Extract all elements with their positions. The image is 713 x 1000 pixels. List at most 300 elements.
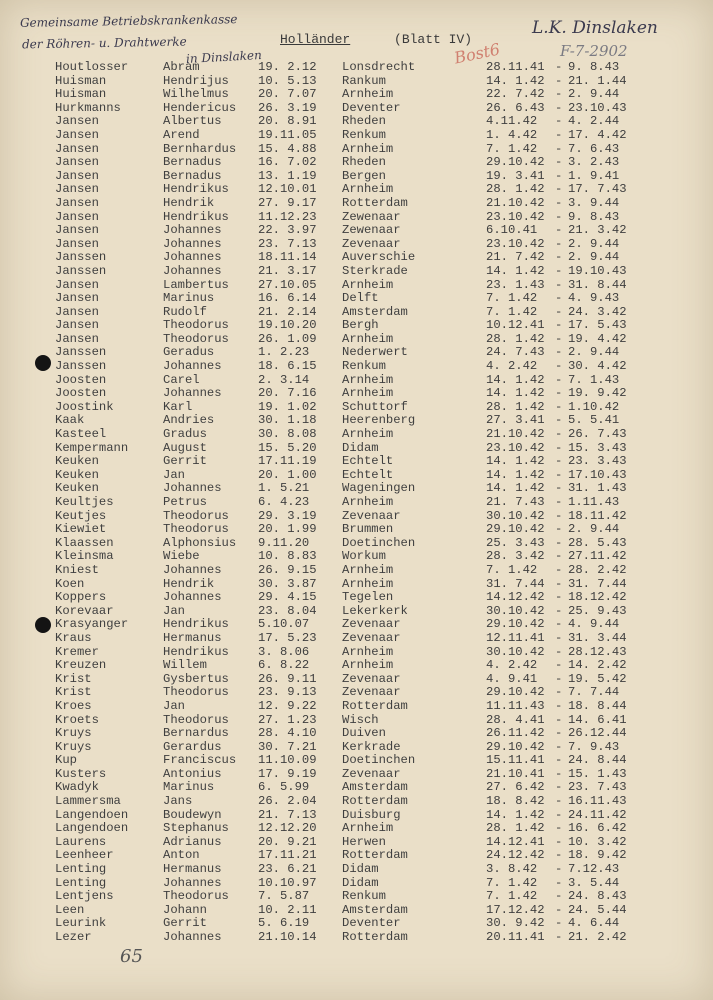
- birth-date: 22. 3.97: [258, 223, 317, 238]
- birth-date: 6. 8.22: [258, 658, 310, 673]
- end-date: 18. 8.44: [568, 698, 627, 713]
- end-date: 19.10.43: [568, 263, 627, 278]
- end-date: 2. 9.44: [568, 250, 620, 265]
- home-town: Arnheim: [342, 141, 394, 156]
- end-date: 23. 3.43: [568, 454, 627, 469]
- surname: Krist: [55, 671, 92, 686]
- home-town: Zevenaar: [342, 766, 401, 781]
- punch-hole: [35, 617, 51, 633]
- first-name: Gysbertus: [163, 671, 229, 686]
- table-row: [0, 509, 713, 523]
- home-town: Arnheim: [342, 495, 394, 509]
- end-date: 24.11.42: [568, 807, 627, 822]
- range-dash: -: [555, 114, 563, 129]
- table-row: [0, 835, 713, 849]
- start-date: 21.10.41: [486, 766, 545, 781]
- end-date: 14. 6.41: [568, 712, 627, 727]
- range-dash: -: [555, 331, 563, 346]
- end-date: 4. 9.43: [568, 291, 620, 306]
- surname: Koen: [55, 576, 85, 591]
- range-dash: -: [555, 127, 563, 142]
- range-dash: -: [555, 73, 563, 88]
- range-dash: -: [555, 535, 563, 550]
- surname: Joosten: [55, 386, 107, 401]
- home-town: Rotterdam: [342, 848, 408, 863]
- birth-date: 27.10.05: [258, 277, 317, 292]
- start-date: 14. 1.42: [486, 467, 545, 482]
- birth-date: 12.10.01: [258, 182, 317, 197]
- surname: Jansen: [55, 318, 99, 333]
- home-town: Arnheim: [342, 644, 394, 659]
- end-date: 3. 5.44: [568, 875, 620, 890]
- start-date: 3. 8.42: [486, 862, 538, 877]
- start-date: 12.11.41: [486, 630, 545, 645]
- surname: Kruys: [55, 739, 92, 754]
- home-town: Rheden: [342, 114, 386, 129]
- home-town: Zevenaar: [342, 685, 401, 700]
- first-name: Rudolf: [163, 304, 207, 319]
- range-dash: -: [555, 209, 563, 224]
- range-dash: -: [555, 644, 563, 659]
- start-date: 28. 3.42: [486, 549, 545, 564]
- surname: Lezer: [55, 930, 92, 944]
- end-date: 2. 9.44: [568, 236, 620, 251]
- birth-date: 11.12.23: [258, 209, 317, 224]
- home-town: Deventer: [342, 916, 401, 931]
- birth-date: 2. 3.14: [258, 372, 310, 387]
- range-dash: -: [555, 440, 563, 455]
- end-date: 31. 7.44: [568, 576, 627, 591]
- table-row: [0, 481, 713, 495]
- start-date: 14. 1.42: [486, 807, 545, 822]
- home-town: Lekerkerk: [342, 603, 408, 618]
- end-date: 7. 7.44: [568, 685, 620, 700]
- home-town: Amsterdam: [342, 304, 408, 319]
- table-row: [0, 713, 713, 727]
- home-town: Didam: [342, 875, 379, 890]
- end-date: 31. 8.44: [568, 277, 627, 292]
- table-row: [0, 359, 713, 373]
- first-name: Anton: [163, 848, 200, 863]
- range-dash: -: [555, 318, 563, 333]
- birth-date: 19.10.20: [258, 318, 317, 333]
- end-date: 9. 8.43: [568, 60, 620, 74]
- home-town: Arnheim: [342, 386, 394, 401]
- birth-date: 5. 6.19: [258, 916, 310, 931]
- start-date: 14. 1.42: [486, 481, 545, 496]
- table-row: [0, 726, 713, 740]
- end-date: 24. 5.44: [568, 902, 627, 917]
- end-date: 17. 5.43: [568, 318, 627, 333]
- first-name: Bernardus: [163, 726, 229, 741]
- start-date: 23.10.42: [486, 440, 545, 455]
- birth-date: 23. 9.13: [258, 685, 317, 700]
- start-date: 6.10.41: [486, 223, 538, 238]
- home-town: Didam: [342, 440, 379, 455]
- birth-date: 15. 4.88: [258, 141, 317, 156]
- end-date: 15. 1.43: [568, 766, 627, 781]
- first-name: Geradus: [163, 345, 215, 360]
- surname: Kraus: [55, 630, 92, 645]
- first-name: Willem: [163, 658, 207, 673]
- home-town: Sterkrade: [342, 263, 408, 278]
- start-date: 21. 7.42: [486, 250, 545, 265]
- table-row: [0, 876, 713, 890]
- start-date: 21. 7.43: [486, 495, 545, 509]
- start-date: 26. 6.43: [486, 100, 545, 115]
- start-date: 29.10.42: [486, 155, 545, 170]
- first-name: Johannes: [163, 223, 222, 238]
- birth-date: 29. 3.19: [258, 508, 317, 523]
- first-name: Wilhelmus: [163, 87, 229, 102]
- home-town: Tegelen: [342, 590, 394, 605]
- table-row: [0, 264, 713, 278]
- handwritten-file-code: F-7-2902: [560, 42, 628, 60]
- end-date: 4. 6.44: [568, 916, 620, 931]
- table-row: [0, 468, 713, 482]
- surname: Jansen: [55, 304, 99, 319]
- surname: Keuken: [55, 481, 99, 496]
- surname: Houtlosser: [55, 60, 129, 74]
- end-date: 24. 3.42: [568, 304, 627, 319]
- surname: Joosten: [55, 372, 107, 387]
- range-dash: -: [555, 522, 563, 537]
- range-dash: -: [555, 236, 563, 251]
- end-date: 7. 1.43: [568, 372, 620, 387]
- start-date: 27. 6.42: [486, 780, 545, 795]
- home-town: Renkum: [342, 889, 386, 904]
- surname: Jansen: [55, 236, 99, 251]
- birth-date: 5.10.07: [258, 617, 310, 632]
- first-name: Carel: [163, 372, 200, 387]
- home-town: Arnheim: [342, 87, 394, 102]
- end-date: 4. 9.44: [568, 617, 620, 632]
- table-row: [0, 862, 713, 876]
- range-dash: -: [555, 630, 563, 645]
- range-dash: -: [555, 277, 563, 292]
- surname: Kruys: [55, 726, 92, 741]
- start-date: 7. 1.42: [486, 875, 538, 890]
- birth-date: 21. 3.17: [258, 263, 317, 278]
- first-name: Albertus: [163, 114, 222, 129]
- first-name: Gerrit: [163, 916, 207, 931]
- end-date: 19. 4.42: [568, 331, 627, 346]
- start-date: 30. 9.42: [486, 916, 545, 931]
- range-dash: -: [555, 467, 563, 482]
- end-date: 16. 6.42: [568, 821, 627, 836]
- birth-date: 10. 2.11: [258, 902, 317, 917]
- end-date: 26. 7.43: [568, 427, 627, 442]
- table-row: [0, 373, 713, 387]
- first-name: Johannes: [163, 263, 222, 278]
- table-row: [0, 930, 713, 944]
- range-dash: -: [555, 141, 563, 156]
- birth-date: 1. 2.23: [258, 345, 310, 360]
- table-row: [0, 617, 713, 631]
- start-date: 28. 1.42: [486, 182, 545, 197]
- range-dash: -: [555, 386, 563, 401]
- start-date: 28. 1.42: [486, 331, 545, 346]
- first-name: Bernadus: [163, 155, 222, 170]
- home-town: Arnheim: [342, 372, 394, 387]
- start-date: 23. 1.43: [486, 277, 545, 292]
- table-row: [0, 427, 713, 441]
- start-date: 4.11.42: [486, 114, 538, 129]
- surname: Hurkmanns: [55, 100, 121, 115]
- surname: Kasteel: [55, 427, 107, 442]
- birth-date: 6. 4.23: [258, 495, 310, 509]
- home-town: Wageningen: [342, 481, 416, 496]
- surname: Jansen: [55, 291, 99, 306]
- first-name: Gerrit: [163, 454, 207, 469]
- birth-date: 20. 7.16: [258, 386, 317, 401]
- table-row: [0, 291, 713, 305]
- first-name: Antonius: [163, 766, 222, 781]
- home-town: Rotterdam: [342, 930, 408, 944]
- surname: Krist: [55, 685, 92, 700]
- range-dash: -: [555, 168, 563, 183]
- home-town: Duiven: [342, 726, 386, 741]
- start-date: 24.12.42: [486, 848, 545, 863]
- range-dash: -: [555, 685, 563, 700]
- first-name: Marinus: [163, 780, 215, 795]
- range-dash: -: [555, 345, 563, 360]
- start-date: 14. 1.42: [486, 386, 545, 401]
- home-town: Zevenaar: [342, 630, 401, 645]
- start-date: 14. 1.42: [486, 454, 545, 469]
- home-town: Arnheim: [342, 277, 394, 292]
- range-dash: -: [555, 766, 563, 781]
- table-row: [0, 237, 713, 251]
- first-name: Theodorus: [163, 712, 229, 727]
- range-dash: -: [555, 263, 563, 278]
- first-name: Jan: [163, 603, 185, 618]
- birth-date: 17.11.21: [258, 848, 317, 863]
- surname: Leurink: [55, 916, 107, 931]
- first-name: Adrianus: [163, 834, 222, 849]
- range-dash: -: [555, 508, 563, 523]
- range-dash: -: [555, 834, 563, 849]
- end-date: 7. 6.43: [568, 141, 620, 156]
- end-date: 21. 2.42: [568, 930, 627, 944]
- surname: Joostink: [55, 399, 114, 414]
- end-date: 17. 4.42: [568, 127, 627, 142]
- start-date: 7. 1.42: [486, 889, 538, 904]
- surname: Huisman: [55, 73, 107, 88]
- birth-date: 17. 9.19: [258, 766, 317, 781]
- range-dash: -: [555, 780, 563, 795]
- end-date: 28. 2.42: [568, 562, 627, 577]
- birth-date: 23. 7.13: [258, 236, 317, 251]
- start-date: 10.12.41: [486, 318, 545, 333]
- start-date: 7. 1.42: [486, 304, 538, 319]
- end-date: 23.10.43: [568, 100, 627, 115]
- range-dash: -: [555, 739, 563, 754]
- home-town: Rheden: [342, 155, 386, 170]
- first-name: Lambertus: [163, 277, 229, 292]
- end-date: 31. 1.43: [568, 481, 627, 496]
- handwritten-office: L.K. Dinslaken: [532, 18, 658, 38]
- start-date: 11.11.43: [486, 698, 545, 713]
- surname: Keultjes: [55, 495, 114, 509]
- range-dash: -: [555, 250, 563, 265]
- home-town: Rankum: [342, 73, 386, 88]
- range-dash: -: [555, 753, 563, 768]
- end-date: 24. 8.44: [568, 753, 627, 768]
- birth-date: 3. 8.06: [258, 644, 310, 659]
- home-town: Rotterdam: [342, 698, 408, 713]
- end-date: 1. 9.41: [568, 168, 620, 183]
- start-date: 14.12.41: [486, 834, 545, 849]
- table-row: [0, 821, 713, 835]
- first-name: Bernadus: [163, 168, 222, 183]
- table-row: [0, 318, 713, 332]
- first-name: Hendrik: [163, 576, 215, 591]
- table-row: [0, 441, 713, 455]
- home-town: Zevenaar: [342, 508, 401, 523]
- first-name: Theodorus: [163, 508, 229, 523]
- first-name: Theodorus: [163, 522, 229, 537]
- sheet-header: [280, 32, 472, 47]
- birth-date: 20. 1.99: [258, 522, 317, 537]
- end-date: 19. 9.42: [568, 386, 627, 401]
- table-row: [0, 142, 713, 156]
- sheet-title: Holländer: [280, 32, 351, 47]
- end-date: 17. 7.43: [568, 182, 627, 197]
- first-name: Karl: [163, 399, 193, 414]
- start-date: 29.10.42: [486, 739, 545, 754]
- table-row: [0, 753, 713, 767]
- surname: Jansen: [55, 331, 99, 346]
- first-name: Boudewyn: [163, 807, 222, 822]
- birth-date: 9.11.20: [258, 535, 310, 550]
- birth-date: 16. 7.02: [258, 155, 317, 170]
- start-date: 15.11.41: [486, 753, 545, 768]
- end-date: 23. 7.43: [568, 780, 627, 795]
- home-town: Zewenaar: [342, 209, 401, 224]
- start-date: 1. 4.42: [486, 127, 538, 142]
- surname: Krasyanger: [55, 617, 129, 632]
- start-date: 26.11.42: [486, 726, 545, 741]
- birth-date: 20. 9.21: [258, 834, 317, 849]
- start-date: 28. 4.41: [486, 712, 545, 727]
- end-date: 9. 8.43: [568, 209, 620, 224]
- home-town: Delft: [342, 291, 379, 306]
- birth-date: 26. 1.09: [258, 331, 317, 346]
- start-date: 28.11.41: [486, 60, 545, 74]
- end-date: 16.11.43: [568, 794, 627, 809]
- birth-date: 10.10.97: [258, 875, 317, 890]
- home-town: Zevenaar: [342, 671, 401, 686]
- handwritten-heading-line1: Gemeinsame Betriebskrankenkasse: [19, 12, 238, 30]
- surname: Keuken: [55, 454, 99, 469]
- range-dash: -: [555, 155, 563, 170]
- end-date: 17.10.43: [568, 467, 627, 482]
- table-row: [0, 577, 713, 591]
- surname: Keuken: [55, 467, 99, 482]
- birth-date: 20. 1.00: [258, 467, 317, 482]
- home-town: Doetinchen: [342, 753, 416, 768]
- home-town: Arnheim: [342, 182, 394, 197]
- start-date: 14. 1.42: [486, 263, 545, 278]
- start-date: 14.12.42: [486, 590, 545, 605]
- home-town: Wisch: [342, 712, 379, 727]
- surname: Kiewiet: [55, 522, 107, 537]
- home-town: Rotterdam: [342, 195, 408, 210]
- birth-date: 7. 5.87: [258, 889, 310, 904]
- range-dash: -: [555, 726, 563, 741]
- end-date: 5. 5.41: [568, 413, 620, 428]
- table-row: [0, 196, 713, 210]
- range-dash: -: [555, 658, 563, 673]
- handwritten-heading-line3: in Dinslaken: [185, 48, 263, 66]
- home-town: Echtelt: [342, 454, 394, 469]
- surname: Kremer: [55, 644, 99, 659]
- range-dash: -: [555, 304, 563, 319]
- birth-date: 15. 5.20: [258, 440, 317, 455]
- first-name: Johannes: [163, 359, 222, 374]
- home-town: Heerenberg: [342, 413, 416, 428]
- first-name: Jan: [163, 698, 185, 713]
- birth-date: 27. 1.23: [258, 712, 317, 727]
- start-date: 4. 9.41: [486, 671, 538, 686]
- birth-date: 26. 9.11: [258, 671, 317, 686]
- table-row: [0, 740, 713, 754]
- first-name: Abram: [163, 60, 200, 74]
- first-name: Alphonsius: [163, 535, 237, 550]
- surname: Kaak: [55, 413, 85, 428]
- surname: Klaassen: [55, 535, 114, 550]
- first-name: Johannes: [163, 562, 222, 577]
- first-name: Johannes: [163, 250, 222, 265]
- table-row: [0, 522, 713, 536]
- surname: Leen: [55, 902, 85, 917]
- surname: Korevaar: [55, 603, 114, 618]
- surname: Kleinsma: [55, 549, 114, 564]
- first-name: Theodorus: [163, 331, 229, 346]
- birth-date: 19. 1.02: [258, 399, 317, 414]
- first-name: Johannes: [163, 930, 222, 944]
- start-date: 7. 1.42: [486, 291, 538, 306]
- range-dash: -: [555, 87, 563, 102]
- range-dash: -: [555, 195, 563, 210]
- first-name: Hendrijus: [163, 73, 229, 88]
- surname: Janssen: [55, 250, 107, 265]
- first-name: Andries: [163, 413, 215, 428]
- birth-date: 19. 2.12: [258, 60, 317, 74]
- range-dash: -: [555, 454, 563, 469]
- first-name: Hendrikus: [163, 182, 229, 197]
- start-date: 30.10.42: [486, 644, 545, 659]
- table-row: [0, 345, 713, 359]
- first-name: Johannes: [163, 590, 222, 605]
- start-date: 21.10.42: [486, 195, 545, 210]
- birth-date: 17.11.19: [258, 454, 317, 469]
- home-town: Deventer: [342, 100, 401, 115]
- first-name: Hendrikus: [163, 644, 229, 659]
- first-name: Jan: [163, 467, 185, 482]
- range-dash: -: [555, 671, 563, 686]
- range-dash: -: [555, 916, 563, 931]
- table-row: [0, 808, 713, 822]
- end-date: 24. 8.43: [568, 889, 627, 904]
- range-dash: -: [555, 889, 563, 904]
- birth-date: 20. 7.07: [258, 87, 317, 102]
- end-date: 18. 9.42: [568, 848, 627, 863]
- first-name: Jans: [163, 794, 193, 809]
- range-dash: -: [555, 359, 563, 374]
- birth-date: 26. 9.15: [258, 562, 317, 577]
